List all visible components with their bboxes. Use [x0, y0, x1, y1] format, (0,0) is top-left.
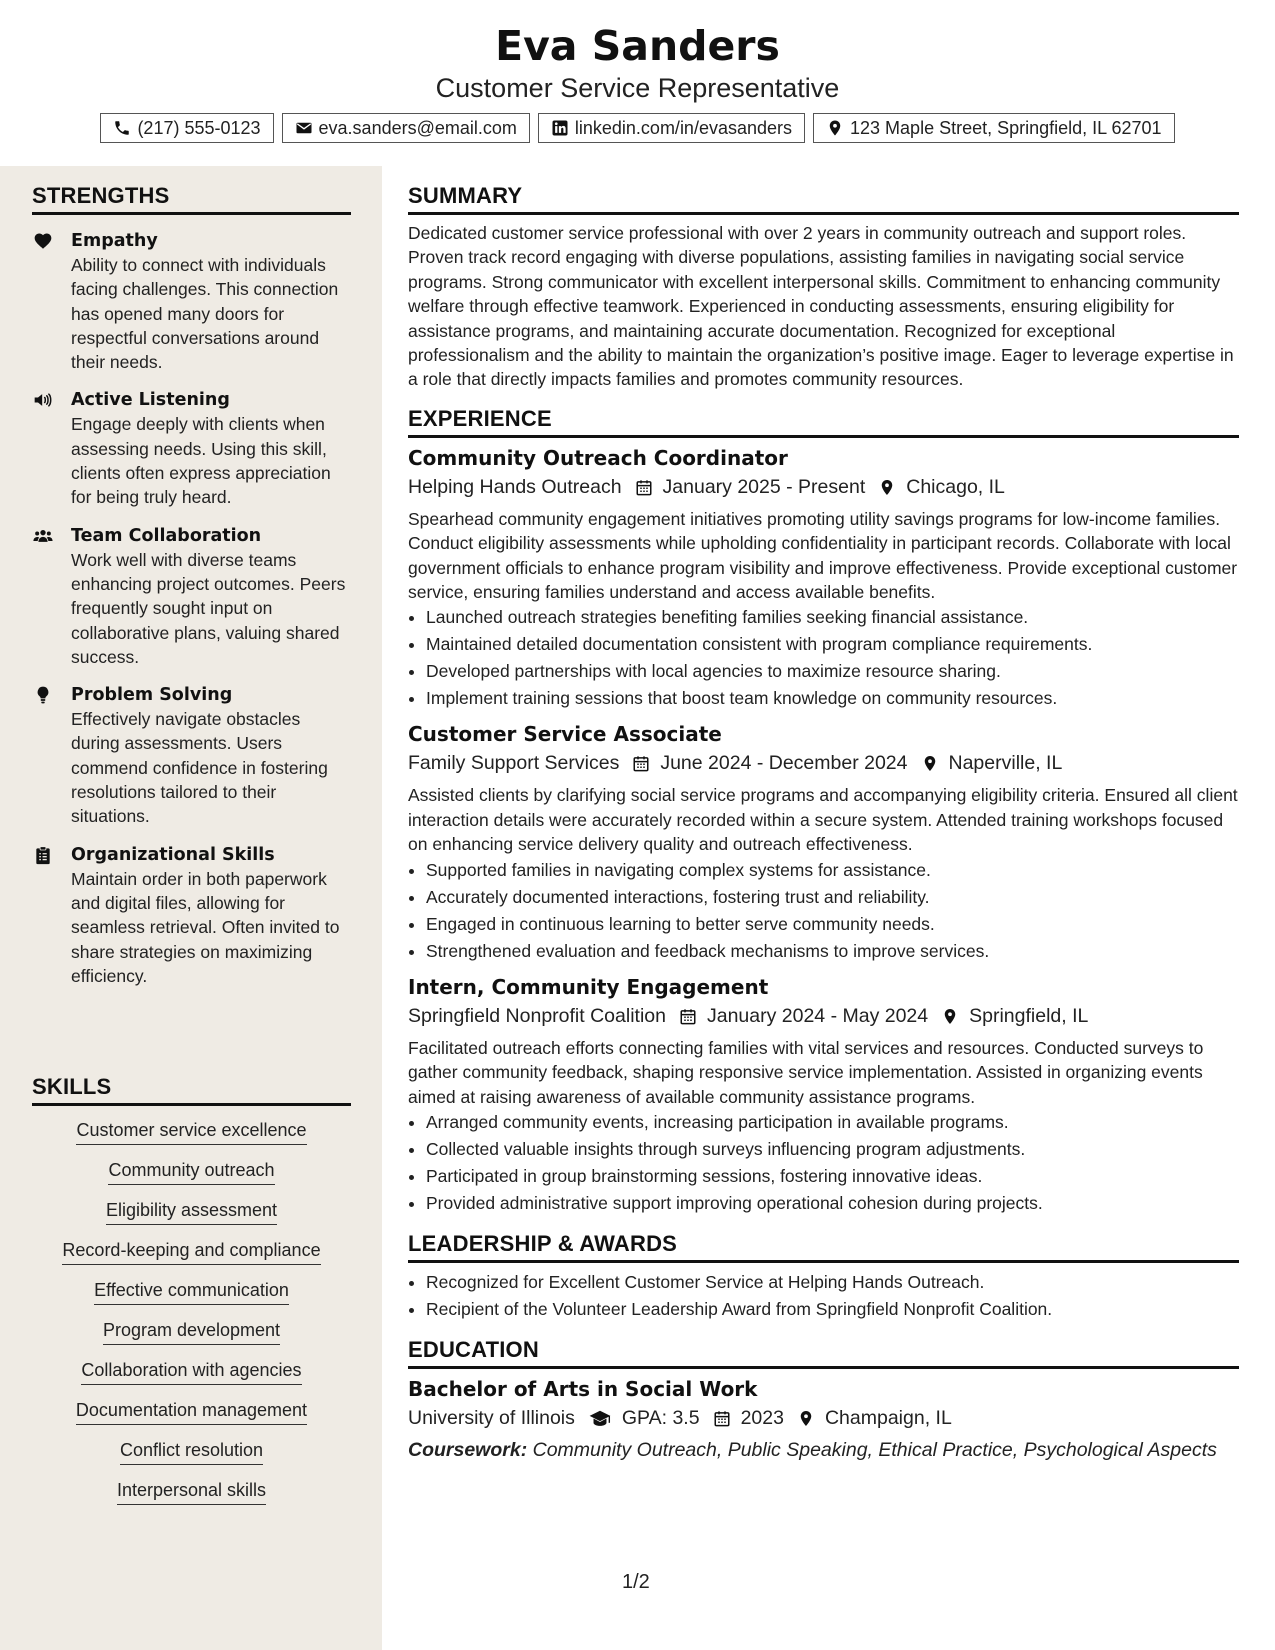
skills-section — [32, 1074, 351, 1520]
summary-section — [408, 183, 1239, 392]
skill-item: Interpersonal skills — [32, 1480, 351, 1505]
job-org: Family Support Services — [408, 752, 620, 775]
map-pin-icon — [797, 1409, 815, 1428]
job-title: Customer Service Associate — [408, 722, 722, 747]
contact-bar — [0, 113, 1275, 143]
list-item: • Engaged in continuous learning to better serve community needs. — [426, 911, 1239, 938]
lightbulb-icon — [32, 685, 54, 705]
address-chip[interactable] — [813, 113, 1175, 143]
strength-title: Problem Solving — [71, 685, 233, 706]
list-item: • Participated in group brainstorming sessions, fostering innovative ideas. — [426, 1163, 1239, 1190]
coursework — [408, 1438, 1239, 1463]
list-item: • Developed partnerships with local agencies to maximize resource sharing. — [426, 658, 1239, 685]
job-dates: June 2024 - December 2024 — [660, 752, 908, 775]
list-item: • Collected valuable insights through surveys influencing program adjustments. — [426, 1136, 1239, 1163]
degree-title: Bachelor of Arts in Social Work — [408, 1376, 758, 1401]
awards-section — [408, 1231, 1239, 1323]
strengths-heading: STRENGTHS — [32, 183, 351, 215]
school-name: University of Illinois — [408, 1406, 575, 1429]
strength-item — [32, 524, 351, 669]
experience-heading: EXPERIENCE — [408, 406, 1239, 438]
calendar-icon — [632, 754, 650, 773]
main-column — [408, 166, 1239, 1463]
job-description: Facilitated outreach efforts connecting families with vital services and resources. Conducted surveys to gather community feedback, shaping responsive service implementation. Assisted in organizing events aimed at raising awareness of available community assistance programs. — [408, 1037, 1204, 1107]
job-org: Helping Hands Outreach — [408, 475, 622, 498]
strength-desc: Engage deeply with clients when assessing needs. Using this skill, clients often express appreciation for being truly heard. — [71, 414, 331, 508]
strength-title: Organizational Skills — [71, 844, 275, 865]
phone-icon — [113, 119, 131, 137]
list-item: • Implement training sessions that boost team knowledge on community resources. — [426, 685, 1239, 712]
education-heading: EDUCATION — [408, 1337, 1239, 1369]
job-meta — [408, 1005, 1239, 1028]
strength-title: Active Listening — [71, 390, 230, 411]
list-item: • Arranged community events, increasing participation in available programs. — [426, 1109, 1239, 1136]
job-location: Springfield, IL — [969, 1004, 1089, 1027]
strength-desc: Maintain order in both paperwork and digital files, allowing for seamless retrieval. Often invited to share strategies on maximizing efficiency. — [71, 868, 340, 986]
job-bullets — [408, 604, 1239, 712]
skill-item: Record-keeping and compliance — [32, 1240, 351, 1265]
calendar-icon — [635, 478, 653, 497]
map-pin-icon — [878, 478, 896, 497]
skill-item: Conflict resolution — [32, 1440, 351, 1465]
candidate-role: Customer Service Representative — [435, 73, 840, 103]
email-chip[interactable] — [282, 113, 530, 143]
list-item: • Launched outreach strategies benefiting families seeking financial assistance. — [426, 604, 1239, 631]
email-text: eva.sanders@email.com — [318, 117, 517, 138]
envelope-icon — [295, 119, 313, 137]
speaker-icon — [32, 390, 54, 410]
graduation-year: 2023 — [740, 1406, 784, 1429]
list-item: • Recipient of the Volunteer Leadership Award from Springfield Nonprofit Coalition. — [426, 1296, 1239, 1323]
strength-item — [32, 388, 351, 509]
list-item: • Recognized for Excellent Customer Service at Helping Hands Outreach. — [426, 1269, 1239, 1296]
list-item: • Accurately documented interactions, fostering trust and reliability. — [426, 884, 1239, 911]
skill-item: Documentation management — [32, 1400, 351, 1425]
list-item: • Provided administrative support improving operational cohesion during projects. — [426, 1190, 1239, 1217]
strength-title: Team Collaboration — [71, 525, 262, 546]
address-text: 123 Maple Street, Springfield, IL 62701 — [850, 117, 1162, 138]
strength-title: Empathy — [71, 231, 158, 251]
job-entry — [408, 446, 1239, 713]
skill-item: Eligibility assessment — [32, 1200, 351, 1225]
linkedin-chip[interactable] — [538, 113, 805, 143]
skills-heading: SKILLS — [32, 1074, 351, 1106]
skill-item: Customer service excellence — [32, 1120, 351, 1145]
sidebar — [0, 166, 382, 1650]
heart-icon — [32, 231, 54, 251]
calendar-icon — [679, 1007, 697, 1026]
job-dates: January 2024 - May 2024 — [706, 1004, 929, 1027]
graduation-cap-icon — [588, 1409, 612, 1428]
strength-desc: Work well with diverse teams enhancing project outcomes. Peers frequently sought input on collaborative plans, valuing shared success. — [71, 549, 346, 667]
strength-item — [32, 683, 351, 828]
phone-chip[interactable] — [100, 113, 273, 143]
job-location: Chicago, IL — [906, 475, 1005, 498]
map-pin-icon — [921, 754, 939, 773]
coursework-label: Coursework: — [408, 1438, 528, 1461]
skill-item: Program development — [32, 1320, 351, 1345]
list-item: • Strengthened evaluation and feedback mechanisms to improve services. — [426, 938, 1239, 965]
gpa-text: GPA: 3.5 — [621, 1406, 700, 1429]
candidate-name: Eva Sanders — [495, 22, 780, 70]
strength-item — [32, 843, 351, 988]
job-title: Intern, Community Engagement — [408, 974, 769, 999]
job-description: Spearhead community engagement initiatives promoting utility savings programs for low-income families. Conduct eligibility assessments while upholding confidentiality in participant records. Collaborate with local government officials to enhance program visibility and improve effectiveness. Provide exceptional customer service, ensuring families understand and access available benefits. — [408, 508, 1238, 603]
school-location: Champaign, IL — [824, 1406, 952, 1429]
list-item: • Supported families in navigating complex systems for assistance. — [426, 857, 1239, 884]
job-org: Springfield Nonprofit Coalition — [408, 1004, 666, 1027]
page-number: 1/2 — [622, 1571, 650, 1593]
experience-section — [408, 406, 1239, 1217]
map-pin-icon — [826, 119, 844, 137]
skill-item: Community outreach — [32, 1160, 351, 1185]
strength-desc: Effectively navigate obstacles during assessments. Users commend confidence in fostering resolutions tailored to their situations. — [71, 709, 328, 827]
strength-desc: Ability to connect with individuals facing challenges. This connection has opened many doors for respectful conversations around their needs. — [71, 255, 339, 373]
job-meta — [408, 476, 1239, 499]
strength-item — [32, 229, 351, 374]
job-bullets — [408, 1109, 1239, 1217]
clipboard-icon — [32, 845, 54, 865]
awards-heading: LEADERSHIP & AWARDS — [408, 1231, 1239, 1263]
linkedin-icon — [551, 119, 569, 137]
coursework-text: Community Outreach, Public Speaking, Ethical Practice, Psychological Aspects — [532, 1438, 1217, 1461]
job-meta — [408, 752, 1239, 775]
linkedin-text: linkedin.com/in/evasanders — [574, 117, 793, 138]
job-location: Naperville, IL — [948, 752, 1063, 775]
skill-item: Collaboration with agencies — [32, 1360, 351, 1385]
job-dates: January 2025 - Present — [662, 475, 866, 498]
users-icon — [32, 526, 54, 546]
map-pin-icon — [941, 1007, 959, 1026]
job-bullets — [408, 857, 1239, 965]
summary-text: Dedicated customer service professional with over 2 years in community outreach and support roles. Proven track record engaging with diverse populations, assisting families in navigating social service programs. Strong communicator with excellent interpersonal skills. Commitment to enhancing community welfare through effective teamwork. Experienced in conducting assessments, ensuring eligibility for assistance programs, and maintaining accurate documentation. Recognized for exceptional professionalism and the ability to maintain the organization’s positive image. Eager to leverage expertise in a role that directly impacts families and promotes community resources. — [408, 223, 1234, 390]
resume-header — [0, 0, 1275, 166]
education-meta — [408, 1407, 1239, 1430]
skills-list — [32, 1120, 351, 1505]
skill-item: Effective communication — [32, 1280, 351, 1305]
job-title: Community Outreach Coordinator — [408, 445, 788, 470]
education-section — [408, 1337, 1239, 1463]
list-item: • Maintained detailed documentation consistent with program compliance requirements. — [426, 631, 1239, 658]
strengths-section — [32, 183, 351, 1002]
summary-heading: SUMMARY — [408, 183, 1239, 215]
phone-text: (217) 555-0123 — [137, 117, 261, 138]
awards-list — [408, 1269, 1239, 1323]
calendar-icon — [713, 1409, 731, 1428]
job-entry — [408, 975, 1239, 1217]
job-entry — [408, 722, 1239, 964]
job-description: Assisted clients by clarifying social service programs and accompanying eligibility criteria. Ensured all client interaction details were accurately recorded within a secure system. Attended training workshops focused on enhancing service delivery quality and outreach effectiveness. — [408, 785, 1238, 855]
